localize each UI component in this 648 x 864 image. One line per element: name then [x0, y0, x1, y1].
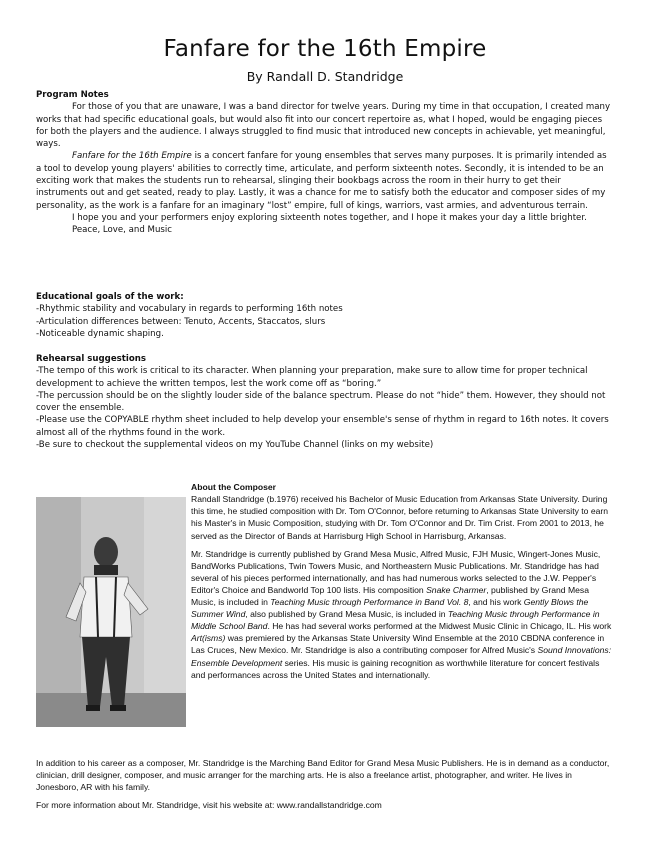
goals-item: -Articulation differences between: Tenuto, Accents, Staccatos, slurs [36, 316, 326, 327]
byline: By Randall D. Standridge [246, 69, 404, 84]
work-title-italic: Teaching Music through Performance in Middle School Band [191, 609, 600, 632]
rehearsal-item: -The percussion should be on the slightly louder side of the balance spectrum. Please do not “hide” them. However, they should not cover the ensemble. [36, 390, 606, 414]
composer-photo-illustration [36, 497, 186, 727]
program-notes-paragraph-2 [36, 150, 614, 211]
program-notes-paragraph-1: For those of you that are unaware, I was a band director for twelve years. During my time in that occupation, I created many works that had specific educational goals, but would also fit into our concert repertoire as, what I hoped, would be engaging pieces for both the players and the audience. I always struggled to find music that introduced new concepts in achievable, yet meaningful, ways. [36, 102, 611, 150]
goals-heading: Educational goals of the work: [36, 292, 184, 302]
program-notes-paragraph-2-text: is a concert fanfare for young ensembles that serves many purposes. It is primarily intended as a tool to develop young players' abilities to correctly time, articulate, and perform sixteenth notes. Secondly, it is intended to be an exciting work that makes the students run to rehearsal, slinging their bookbags across the room in their hurry to get their instruments out and get seated, ready to play. Lastly, it was a chance for me to satisfy both the educator and composer sides of my personality, as the work is a fanfare for an imaginary “lost” empire, full of kings, warriors, vast armies, and adventurous terrain. [36, 151, 607, 211]
goals-item: -Noticeable dynamic shaping. [36, 328, 164, 339]
rehearsal-item: -The tempo of this work is critical to its character. When planning your preparation, make sure to allow time for proper technical development to achieve the written tempos, lest the work come off as “boring.” [36, 366, 588, 389]
goals-item: -Rhythmic stability and vocabulary in regards to performing 16th notes [36, 304, 343, 315]
program-notes-signoff: Peace, Love, and Music [72, 225, 172, 236]
rehearsal-heading: Rehearsal suggestions [36, 354, 146, 364]
rehearsal-item: -Please use the COPYABLE rhythm sheet included to help develop your ensemble's sense of rhythm in regard to 16th notes. It covers almost all of the rhythms found in the work. [36, 415, 609, 438]
about-composer-section [191, 481, 616, 681]
work-title-italic: Gently Blows the Summer Wind [191, 597, 589, 620]
website-line: For more information about Mr. Standridge, visit his website at: www.randallstandridge.com [36, 800, 382, 811]
rehearsal-section [36, 353, 614, 451]
bottom-paragraph-1: In addition to his career as a composer, Mr. Standridge is the Marching Band Editor for Grand Mesa Music Publishers. He is in demand as a conductor, clinician, drill designer, composer, and music arranger for the marching arts. He is also a freelance artist, photographer, and writer. He lives in Jonesboro, AR with his family. [36, 758, 610, 793]
work-title-italic: Fanfare for the 16th Empire [72, 151, 192, 162]
work-title-italic: Snake Charmer [426, 584, 487, 595]
program-notes-section [36, 89, 614, 237]
page-title: Fanfare for the 16th Empire [163, 36, 487, 62]
work-title-italic: Sound Innovations: Ensemble Development [191, 645, 612, 668]
program-notes-heading: Program Notes [36, 90, 109, 100]
work-title-italic: Art(isms) [191, 633, 226, 644]
program-notes-paragraph-3: I hope you and your performers enjoy exploring sixteenth notes together, and I hope it makes your day a little brighter. [72, 212, 587, 223]
about-composer-paragraph-2: Mr. Standridge is currently published by Grand Mesa Music, Alfred Music, FJH Music, Wingert-Jones Music, BandWorks Publications, Twin Towers Music, and Northeastern Music Publications. Mr. Standridge has had several of his pieces performed internationally, and has had numerous works selected to the J.W. Pepper's Editor's Choice and Bandworld Top 100 lists. His composition Snake Charmer, published by Grand Mesa Music, is included in Teaching Music through Performance in Band Vol. 8, and his work Gently Blows the Summer Wind, also published by Grand Mesa Music, is included in Teaching Music through Performance in Middle School Band. He has had several works performed at the Midwest Music Clinic in Chicago, IL. His work Art(isms) was premiered by the Arkansas State University Wind Ensemble at the 2010 CBDNA conference in Las Cruces, New Mexico. Mr. Standridge is also a contributing composer for Alfred Music's Sound Innovations: Ensemble Development series. His music is gaining recognition as worthwhile literature for concert festivals and performances across the United States and internationally. [191, 548, 612, 680]
rehearsal-item: -Be sure to checkout the supplemental videos on my YouTube Channel (links on my website) [36, 440, 434, 451]
about-composer-heading: About the Composer [191, 482, 276, 492]
about-composer-paragraph-1: Randall Standridge (b.1976) received his Bachelor of Music Education from Arkansas State University. During this time, he studied composition with Dr. Tom O'Connor, before returning to Arkansas State University to earn his Master's in Music Composition, studying with Dr. Tom O'Connor and Dr. Tim Crist. From 2001 to 2013, he served as the Director of Bands at Harrisburg High School in Harrisburg, Arkansas. [191, 494, 609, 541]
work-title-italic: Teaching Music through Performance in Band Vol. 8 [270, 597, 469, 608]
composer-photo [36, 497, 186, 727]
goals-section [36, 291, 614, 340]
bottom-section [36, 757, 614, 811]
